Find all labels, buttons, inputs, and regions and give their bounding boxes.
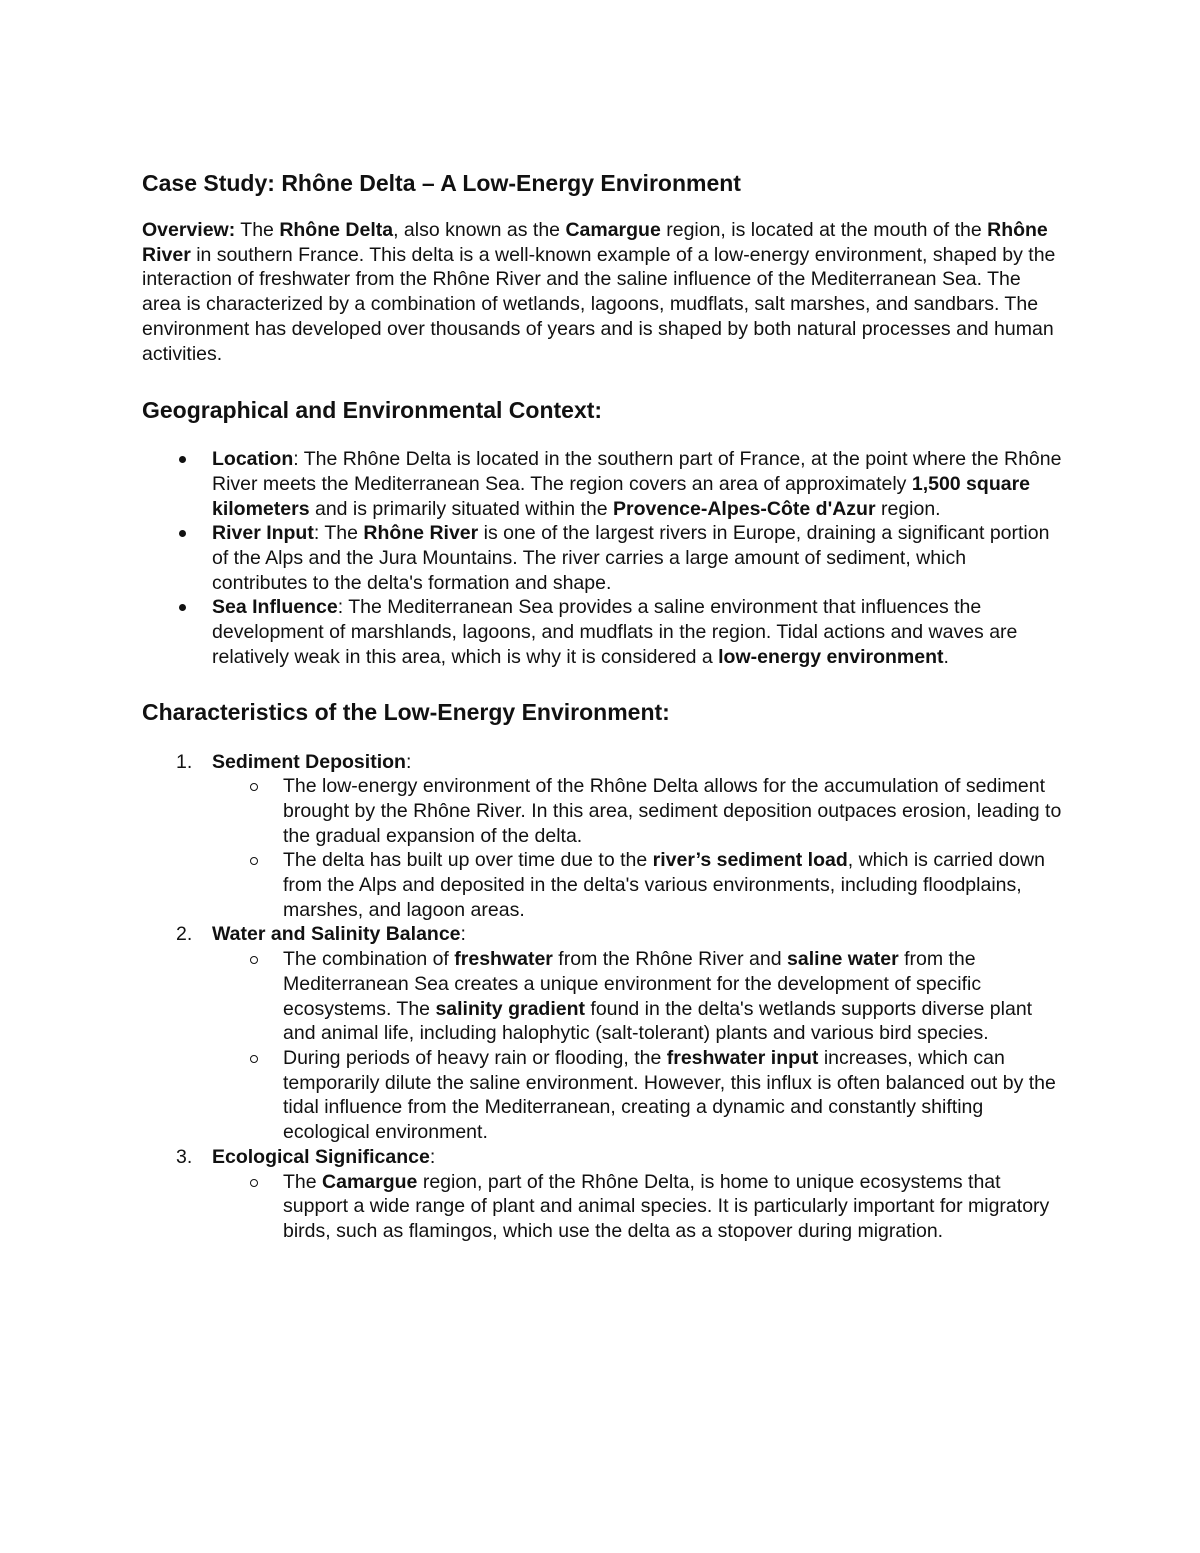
bullet-sea-influence xyxy=(142,595,1062,669)
sub-item-text: The delta has built up over time due to the xyxy=(283,849,653,872)
sub-list xyxy=(142,774,1062,922)
bullet-text: is one of the largest rivers in Europe, draining a significant portion of the Alps and the Jura Mountains. The river carries a large amount of sediment, which contributes to the delta's formation and shape. xyxy=(212,522,1050,594)
bullet-location xyxy=(142,447,1062,521)
document-title: Case Study: Rhône Delta – A Low-Energy Environment xyxy=(142,170,741,196)
sub-list-item xyxy=(142,848,1062,922)
bullet-icon xyxy=(179,604,186,611)
bullet-bold: Provence-Alpes-Côte d'Azur xyxy=(613,497,876,520)
sub-list xyxy=(142,1170,1062,1244)
list-item-sediment-deposition xyxy=(142,750,1062,923)
document-page xyxy=(142,168,1062,1244)
overview-text: in southern France. This delta is a well-known example of a low-energy environment, shaped by the interaction of freshwater from the Rhône River and the saline influence of the Mediterranean Sea. The area is characterized by a combination of wetlands, lagoons, mudflats, salt marshes, and sandbars. The environment has developed over thousands of years and is shaped by both natural processes and human activities. xyxy=(142,243,1056,365)
circle-bullet-icon xyxy=(250,783,258,791)
list-number: 1. xyxy=(176,750,193,773)
sub-item-bold: freshwater xyxy=(454,948,553,971)
overview-text: region, is located at the mouth of the xyxy=(660,219,988,241)
overview-bold: Camargue xyxy=(565,219,661,241)
overview-text: The xyxy=(235,219,280,241)
geo-heading: Geographical and Environmental Context: xyxy=(142,397,603,424)
sub-item-bold: river’s sediment load xyxy=(652,849,848,872)
sub-item-text: from the Mediterranean Sea creates a unique environment for the development of specific ecosystems. The xyxy=(283,948,982,1020)
bullet-text: : The xyxy=(313,522,364,545)
sub-item-bold: freshwater input xyxy=(666,1046,819,1069)
bullet-river-input xyxy=(142,521,1062,595)
bullet-icon xyxy=(179,530,186,537)
bullet-bold: Rhône River xyxy=(363,522,479,545)
bullet-text: . xyxy=(943,645,949,668)
bullet-label: Sea Influence xyxy=(212,596,338,619)
overview-bold: Rhône River xyxy=(142,219,1048,266)
sub-item-text: region, part of the Rhône Delta, is home to unique ecosystems that support a wide range of plant and animal species. It is particularly important for migratory birds, such as flamingos, which use the delta as a stopover during migration. xyxy=(283,1170,1050,1242)
list-item-label: Ecological Significance xyxy=(212,1145,430,1168)
bullet-text: and is primarily situated within the xyxy=(309,497,614,520)
characteristics-list xyxy=(142,750,1062,1244)
list-item-colon: : xyxy=(460,923,466,946)
list-item-label: Sediment Deposition xyxy=(212,750,406,773)
sub-item-bold: salinity gradient xyxy=(435,997,585,1020)
bullet-icon xyxy=(179,456,186,463)
sub-item-bold: Camargue xyxy=(322,1170,418,1193)
list-item-water-salinity xyxy=(142,922,1062,1144)
sub-list-item xyxy=(142,774,1062,848)
sub-item-text: found in the delta's wetlands supports diverse plant and animal life, including halophytic (salt-tolerant) plants and various bird species. xyxy=(283,997,1033,1045)
circle-bullet-icon xyxy=(250,956,258,964)
bullet-label: Location xyxy=(212,448,294,471)
sub-list-item xyxy=(142,947,1062,1046)
overview-text: , also known as the xyxy=(393,219,566,241)
list-item-colon: : xyxy=(405,750,412,773)
list-item-ecological-significance xyxy=(142,1145,1062,1244)
overview-paragraph xyxy=(142,218,1062,366)
sub-list-item xyxy=(142,1170,1062,1244)
sub-item-text: from the Rhône River and xyxy=(552,948,788,971)
list-number: 2. xyxy=(176,923,193,946)
sub-item-text: The low-energy environment of the Rhône Delta allows for the accumulation of sediment brought by the Rhône River. In this area, sediment deposition outpaces erosion, leading to the gradual expansion of the delta. xyxy=(283,775,1062,847)
list-item-label: Water and Salinity Balance xyxy=(212,923,461,946)
sub-list-item xyxy=(142,1046,1062,1145)
bullet-text: : The Mediterranean Sea provides a saline environment that influences the development of marshlands, lagoons, and mudflats in the region. Tidal actions and waves are relatively weak in this area, which is why it is considered a xyxy=(212,596,1018,668)
list-item-colon: : xyxy=(429,1145,436,1168)
sub-item-text: increases, which can temporarily dilute the saline environment. However, this influx is often balanced out by the tidal influence from the Mediterranean, creating a dynamic and constantly shifting ecological environment. xyxy=(283,1046,1056,1144)
geo-bullet-list xyxy=(142,447,1062,669)
circle-bullet-icon xyxy=(250,857,258,865)
sub-list xyxy=(142,947,1062,1145)
sub-item-text: The combination of xyxy=(283,948,455,971)
bullet-text: region. xyxy=(875,497,941,520)
bullet-text: : The Rhône Delta is located in the southern part of France, at the point where the Rhône River meets the Mediterranean Sea. The region covers an area of approximately xyxy=(212,448,1062,495)
sub-item-text: The xyxy=(283,1170,323,1193)
circle-bullet-icon xyxy=(250,1055,258,1063)
sub-item-bold: saline water xyxy=(787,948,899,971)
bullet-bold: 1,500 square kilometers xyxy=(212,472,1031,520)
sub-item-text: During periods of heavy rain or flooding, the xyxy=(283,1046,667,1069)
bullet-label: River Input xyxy=(212,522,314,545)
sub-item-text: , which is carried down from the Alps and deposited in the delta's various environments, including floodplains, marshes, and lagoon areas. xyxy=(283,849,1045,921)
list-number: 3. xyxy=(176,1145,193,1168)
circle-bullet-icon xyxy=(250,1179,258,1187)
overview-bold: Rhône Delta xyxy=(279,219,394,241)
characteristics-heading: Characteristics of the Low-Energy Environment: xyxy=(142,698,670,725)
overview-label: Overview: xyxy=(142,219,236,241)
bullet-bold: low-energy environment xyxy=(718,645,944,668)
